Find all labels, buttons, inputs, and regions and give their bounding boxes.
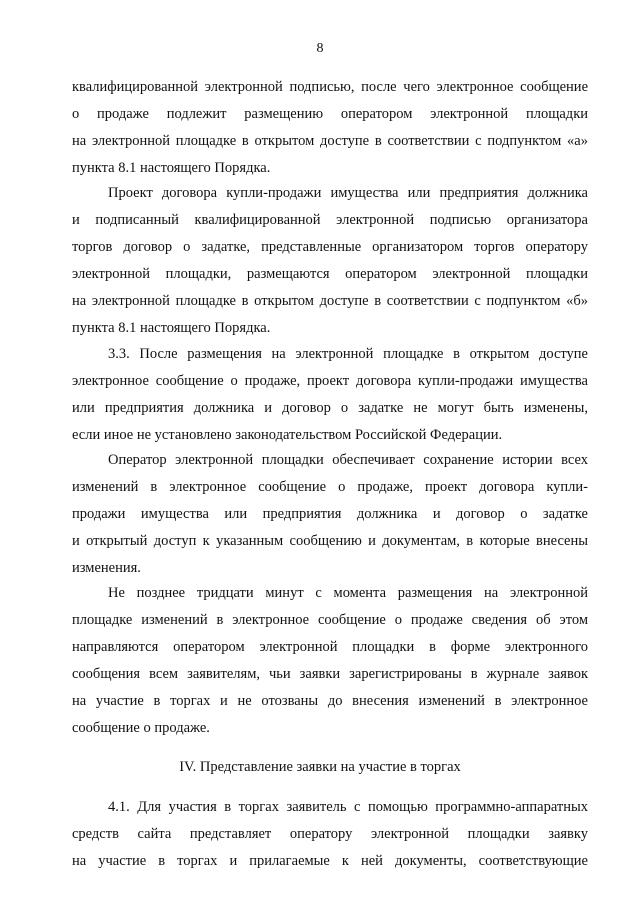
- text-line: или предприятия должника и договор о задатке не могут быть изменены,: [72, 400, 588, 416]
- text-line: продажи имущества или предприятия должника и договор о задатке: [72, 506, 588, 522]
- text-line: электронное сообщение о продаже, проект договора купли-продажи имущества: [72, 373, 588, 389]
- text-line: изменения.: [72, 560, 141, 576]
- text-line: Оператор электронной площадки обеспечивает сохранение истории всех: [108, 452, 588, 468]
- text-line: на электронной площадке в открытом доступе в соответствии с подпунктом «б»: [72, 293, 588, 309]
- text-line: 3.3. После размещения на электронной площадке в открытом доступе: [108, 346, 588, 362]
- text-line: на электронной площадке в открытом доступе в соответствии с подпунктом «а»: [72, 133, 588, 149]
- text-line: средств сайта представляет оператору электронной площадки заявку: [72, 826, 588, 842]
- text-line: площадке изменений в электронное сообщение о продаже сведения об этом: [72, 612, 588, 628]
- text-line: сообщение о продаже.: [72, 720, 210, 736]
- text-line: 4.1. Для участия в торгах заявитель с помощью программно-аппаратных: [108, 799, 588, 815]
- text-line: о продаже подлежит размещению оператором электронной площадки: [72, 106, 588, 122]
- text-line: если иное не установлено законодательством Российской Федерации.: [72, 427, 503, 443]
- text-line: квалифицированной электронной подписью, после чего электронное сообщение: [72, 79, 588, 95]
- text-line: пункта 8.1 настоящего Порядка.: [72, 160, 271, 176]
- page-number: 8: [316, 41, 324, 56]
- text-line: торгов договор о задатке, представленные организатором торгов оператору: [72, 239, 588, 255]
- text-line: на участие в торгах и не отозваны до внесения изменений в электронное: [72, 693, 588, 709]
- section-heading: IV. Представление заявки на участие в торгах: [179, 759, 461, 775]
- text-line: и открытый доступ к указанным сообщению и документам, в которые внесены: [72, 533, 588, 549]
- text-line: пункта 8.1 настоящего Порядка.: [72, 320, 271, 336]
- text-line: Не позднее тридцати минут с момента размещения на электронной: [108, 585, 588, 601]
- text-line: и подписанный квалифицированной электронной подписью организатора: [72, 212, 588, 228]
- text-line: сообщения всем заявителям, чьи заявки зарегистрированы в журнале заявок: [72, 666, 588, 682]
- text-line: направляются оператором электронной площадки в форме электронного: [72, 639, 588, 655]
- text-line: Проект договора купли-продажи имущества или предприятия должника: [108, 185, 588, 201]
- text-line: электронной площадки, размещаются оператором электронной площадки: [72, 266, 588, 282]
- text-line: изменений в электронное сообщение о продаже, проект договора купли-: [72, 479, 588, 495]
- text-line: на участие в торгах и прилагаемые к ней документы, соответствующие: [72, 853, 588, 869]
